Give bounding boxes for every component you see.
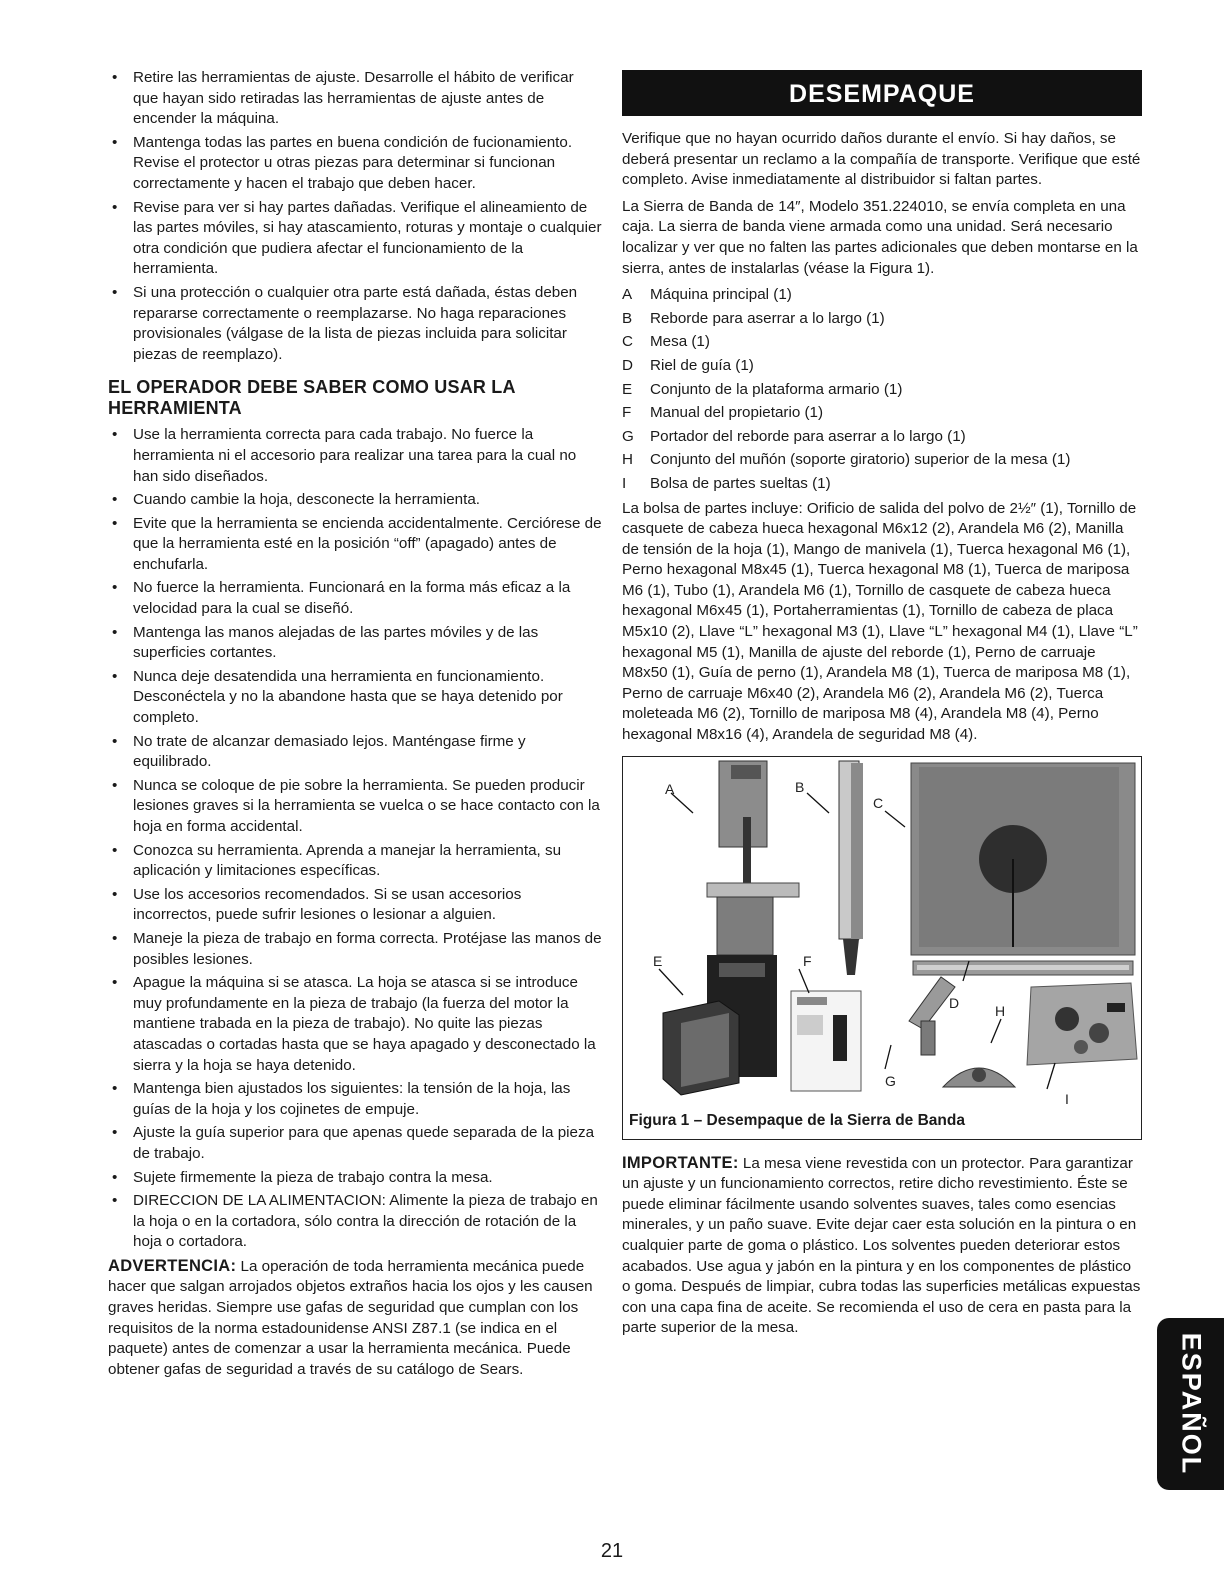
part-letter: B: [622, 309, 633, 327]
figure-caption: Figura 1 – Desempaque de la Sierra de Banda: [629, 1112, 965, 1130]
loose-parts-paragraph: La bolsa de partes incluye: Orificio de salida del polvo de 2½″ (1), Tornillo de casquete de cabeza hueca hexagonal M6x12 (2), Arandela M6 (2), Manilla de tensión de la hoja (1), Mango de manivela (1), Tuerca hexagonal M6 (1), Perno hexagonal M8x45 (1), Tuerca hexagonal M8 (1), Tuerca de mariposa M6 (1), Tubo (1), Arandela M6 (1), Tornillo de casquete de cabeza hueca hexagonal M6x45 (1), Portaherramientas (1), Tornillo de cabeza de placa M5x10 (2), Llave “L” hexagonal M3 (1), Llave “L” hexagonal M4 (1), Llave “L” hexagonal M5 (1), Manilla de ajuste del reborde (1), Perno de carruaje M8x50 (1), Guía de perno (1), Arandela M8 (1), Tuerca de mariposa M8 (1), Perno de carruaje M6x40 (2), Arandela M6 (2), Arandela M6 (2), Tuerca moleteada M6 (2), Tornillo de mariposa M8 (4), Arandela M8 (4), Perno hexagonal M8x16 (4), Arandela de seguridad M8 (4).: [622, 499, 1138, 744]
owners-manual-illustration: [791, 991, 861, 1091]
figure-label-b: B: [795, 778, 805, 795]
figure-label-a: A: [665, 780, 675, 797]
right-column: [622, 70, 1142, 1345]
list-item: • Cuando cambie la hoja, desconecte la herramienta.: [108, 490, 602, 511]
safety-list-top: [108, 68, 602, 365]
list-item: • Nunca deje desatendida una herramienta en funcionamiento. Desconéctela y no la abandone hasta que se haya detenido por completo.: [108, 667, 602, 729]
part-text: Mesa (1): [650, 333, 710, 351]
guide-rail-illustration: [913, 961, 1133, 975]
part-letter: F: [622, 404, 632, 422]
part-letter: A: [622, 286, 633, 304]
part-text: Manual del propietario (1): [650, 404, 824, 422]
important-text: La mesa viene revestida con un protector. Para garantizar un ajuste y un funcionamiento correctos, retire dicho revestimiento. Éste se puede eliminar fácilmente usando solventes suaves, tales como esencias minerales, y un paño suave. Evite dejar caer esta solución en la pintura o en cualquier parte de goma o plástico. Los solventes pueden deteriorar estos acabados. Use agua y jabón en la pintura y en los componentes de plástico o goma. Después de limpiar, cubra todas las superficies metálicas expuestas con una capa fina de aceite. Se recomienda el uso de cera en pasta para la parte superior de la mesa.: [622, 1154, 1141, 1337]
list-item: • Si una protección o cualquier otra parte está dañada, éstas deben repararse correctamente o reemplazarse. No haga reparaciones provisionales (válgase de la lista de piezas incluida para solicitar piezas de reemplazo).: [108, 283, 602, 365]
list-item: • Revise para ver si hay partes dañadas. Verifique el alineamiento de las partes móviles, si hay atascamiento, roturas y montaje o cualquier otra condición que pudiera afectar el funcionamiento de la herramienta.: [108, 198, 602, 280]
figure-illustration: [623, 757, 1141, 1139]
part-letter: G: [622, 427, 634, 445]
list-item: • Mantenga todas las partes en buena condición de fucionamiento. Revise el protector u otras piezas para determinar si funcionan correctamente y hacen el trabajo que deben hacer.: [108, 133, 602, 195]
page-number: 21: [600, 1540, 624, 1562]
figure-label-c: C: [873, 794, 884, 811]
language-tab: [1157, 1318, 1224, 1490]
list-item: [622, 309, 1142, 330]
trunnion-illustration: [943, 1068, 1015, 1087]
intro-paragraph-1: Verifique que no hayan ocurrido daños durante el envío. Si hay daños, se deberá presentar un reclamo a la compañía de transporte. Verifique que esté completo. Avise inmediatamente al distribuidor si faltan partes.: [622, 130, 1141, 189]
part-letter: H: [622, 451, 633, 469]
part-text: Máquina principal (1): [650, 286, 792, 304]
figure-unpacking: [622, 756, 1142, 1140]
list-item: • Mantenga las manos alejadas de las partes móviles y de las superficies cortantes.: [108, 623, 602, 664]
section-banner: DESEMPAQUE: [622, 70, 1142, 116]
cabinet-illustration: [663, 1001, 739, 1095]
part-letter: E: [622, 380, 633, 398]
list-item: • Use los accesorios recomendados. Si se usan accesorios incorrectos, puede sufrir lesiones o lesionar a alguien.: [108, 885, 602, 926]
list-item: [622, 356, 1142, 377]
warning-label: ADVERTENCIA:: [108, 1256, 237, 1275]
list-item: • Ajuste la guía superior para que apenas quede separada de la pieza de trabajo.: [108, 1123, 602, 1164]
list-item: • Mantenga bien ajustados los siguientes: la tensión de la hoja, las guías de la hoja y los cojinetes de empuje.: [108, 1079, 602, 1120]
part-text: Portador del reborde para aserrar a lo largo (1): [650, 427, 966, 445]
fence-carrier-illustration: [909, 977, 955, 1055]
list-item: • Use la herramienta correcta para cada trabajo. No fuerce la herramienta ni el accesorio para realizar una tarea para la cual no han sido diseñados.: [108, 425, 602, 487]
figure-label-g: G: [885, 1072, 896, 1089]
figure-label-d: D: [949, 994, 960, 1011]
list-item: • Apague la máquina si se atasca. La hoja se atasca si se introduce muy profundamente en la pieza de trabajo (la fuerza del motor la mantiene trabada en la pieza de trabajo). No quite las piezas atascadas o cortadas hasta que se haya apagado y desconectado la sierra y la hoja se haya detenido.: [108, 973, 602, 1076]
part-text: Reborde para aserrar a lo largo (1): [650, 309, 885, 327]
list-item: • Retire las herramientas de ajuste. Desarrolle el hábito de verificar que hayan sido retiradas las herramientas de ajuste antes de encender la máquina.: [108, 68, 602, 130]
parts-list: [622, 285, 1142, 494]
list-item: [622, 380, 1142, 401]
list-item: • No trate de alcanzar demasiado lejos. Manténgase firme y equilibrado.: [108, 732, 602, 773]
list-item: • DIRECCION DE LA ALIMENTACION: Alimente la pieza de trabajo en la hoja o en la cortadora, sólo contra la dirección de rotación de la hoja o cortadora.: [108, 1191, 602, 1253]
list-item: • Conozca su herramienta. Aprenda a manejar la herramienta, su aplicación y limitaciones específicas.: [108, 841, 602, 882]
table-illustration: [911, 763, 1135, 955]
operator-heading: EL OPERADOR DEBE SABER COMO USAR LA HERRAMIENTA: [108, 377, 516, 419]
part-letter: D: [622, 356, 633, 374]
intro-paragraph-2: La Sierra de Banda de 14″, Modelo 351.224010, se envía completa en una caja. La sierra de banda viene armada como una unidad. Será necesario localizar y ver que no falten las partes adicionales que deben montarse en la sierra, antes de instalarlas (véase la Figura 1).: [622, 197, 1138, 277]
parts-bag-illustration: [1027, 983, 1137, 1065]
figure-label-e: E: [653, 952, 663, 969]
part-text: Conjunto del muñón (soporte giratorio) superior de la mesa (1): [650, 451, 1071, 469]
list-item: [622, 285, 1142, 306]
warning-paragraph: [108, 1256, 602, 1381]
part-text: Conjunto de la plataforma armario (1): [650, 380, 903, 398]
part-letter: C: [622, 333, 633, 351]
part-text: Bolsa de partes sueltas (1): [650, 474, 831, 492]
list-item: [622, 450, 1142, 471]
part-letter: I: [622, 474, 627, 492]
figure-label-f: F: [803, 952, 812, 969]
list-item: [622, 474, 1142, 495]
warning-text: La operación de toda herramienta mecánica puede hacer que salgan arrojados objetos extraños hacia los ojos y les causen graves heridas. Siempre use gafas de seguridad que cumplan con los requisitos de la norma estadounidense ANSI Z87.1 (se indica en el paquete) antes de comenzar a usar la herramienta mecánica. Puede obtener gafas de seguridad a través de su catálogo de Sears.: [108, 1257, 593, 1378]
important-paragraph: [622, 1153, 1142, 1339]
list-item: [622, 403, 1142, 424]
list-item: • Nunca se coloque de pie sobre la herramienta. Se pueden producir lesiones graves si la herramienta se vuelca o se hace contacto con la hoja en forma accidental.: [108, 776, 602, 838]
list-item: • No fuerce la herramienta. Funcionará en la forma más eficaz a la velocidad para la cual se diseñó.: [108, 578, 602, 619]
left-column: [108, 68, 602, 1386]
important-label: IMPORTANTE:: [622, 1153, 739, 1172]
rip-fence-illustration: [839, 761, 863, 975]
language-tab-label: ESPAÑOL: [1176, 1332, 1206, 1476]
list-item: • Maneje la pieza de trabajo en forma correcta. Protéjase las manos de posibles lesiones.: [108, 929, 602, 970]
list-item: [622, 427, 1142, 448]
part-text: Riel de guía (1): [650, 356, 754, 374]
figure-label-i: I: [1065, 1090, 1069, 1107]
list-item: [622, 332, 1142, 353]
figure-label-h: H: [995, 1002, 1006, 1019]
operator-list: [108, 425, 602, 1253]
list-item: • Sujete firmemente la pieza de trabajo contra la mesa.: [108, 1168, 602, 1189]
list-item: • Evite que la herramienta se encienda accidentalmente. Cerciórese de que la herramienta esté en la posición “off” (apagado) antes de enchufarla.: [108, 514, 602, 576]
